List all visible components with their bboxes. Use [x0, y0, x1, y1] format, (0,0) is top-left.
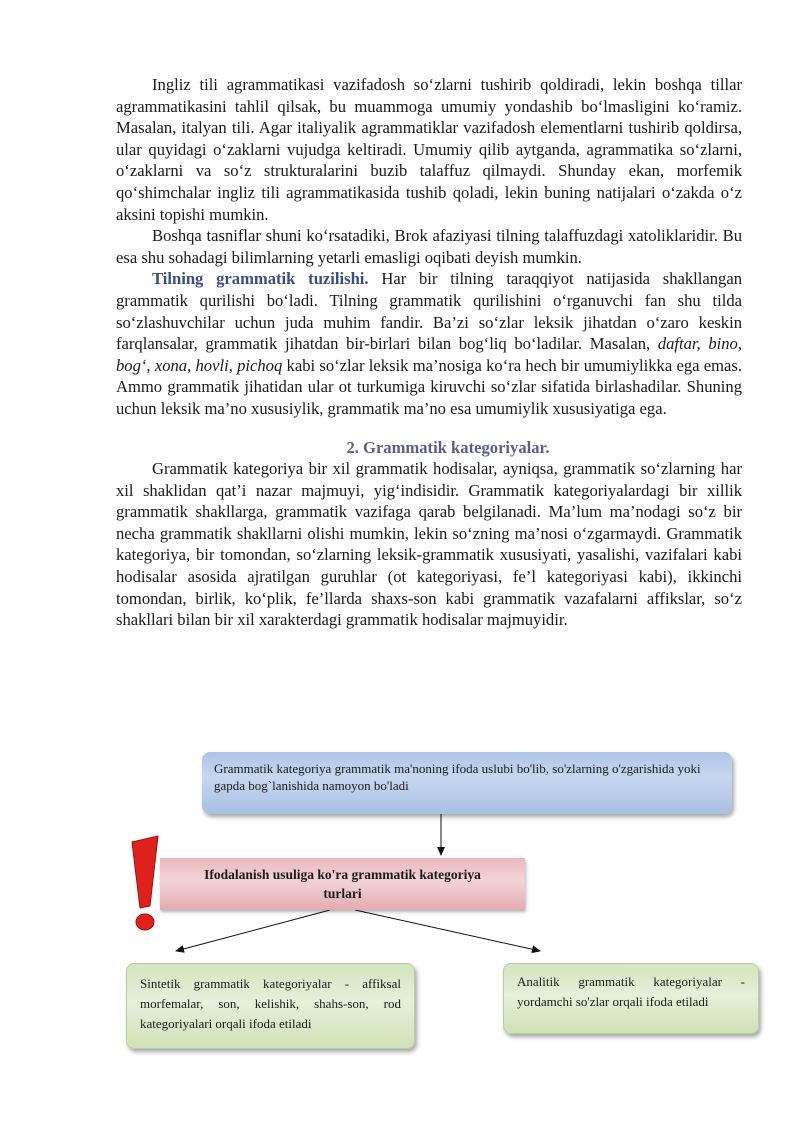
paragraph-3-examples: daftar, bino, bog‘, xona, hovli, pichoq	[116, 334, 742, 375]
paragraph-3	[116, 268, 742, 419]
synthetic-categories-box: Sintetik grammatik kategoriyalar - affiksal morfemalar, son, kelishik, shahs-son, rod kategoriyalari orqali ifoda etiladi	[126, 963, 415, 1049]
section-title: 2. Grammatik kategoriyalar.	[346, 437, 550, 457]
arrow-middle-to-left	[176, 910, 330, 951]
paragraph-2: Boshqa tasniflar shuni ko‘rsatadiki, Brok afaziyasi tilning talaffuzdagi xatoliklaridir. Bu esa shu sohadagi bilimlarning yetarli emasligi oqibati deyish mumkin.	[116, 226, 742, 267]
arrow-middle-to-right	[355, 910, 540, 951]
exclamation-mark-icon	[132, 836, 158, 930]
classification-box: Ifodalanish usuliga ko'ra grammatik kategoriya turlari	[160, 858, 525, 910]
definition-box: Grammatik kategoriya grammatik ma'noning ifoda uslubi bo'lib, so'zlarning o'zgarishida yoki gapda bog`lanishida namoyon bo'ladi	[202, 752, 732, 814]
run-in-heading: Tilning grammatik tuzilishi.	[152, 269, 369, 289]
paragraph-3-text-a: Har bir tilning taraqqiyot natijasida shakllangan grammatik qurilishi bo‘ladi. Tilning grammatik qurilishini o‘rganuvchi fan shu tilda so‘zlashuvchilar uchun juda muhim fandir. Ba’zi so‘zlar leksik jihatdan o‘zaro keskin farqlansalar, grammatik jihatdan bir-birlari bilan bog‘liq bo‘ladilar. Masalan,	[116, 269, 743, 354]
paragraph-3-text-b: kabi so‘zlar leksik ma’nosiga ko‘ra hech bir umumiylikka ega emas. Ammo grammatik jihatidan ular ot turkumiga kiruvchi so‘zlar sifatida birlashadilar. Shuning uchun leksik ma’no xususiylik, grammatik ma’no esa umumiylik xususiyatiga ega.	[116, 355, 742, 418]
document-body	[116, 74, 742, 631]
analytic-categories-box: Analitik grammatik kategoriyalar - yordamchi so'zlar orqali ifoda etiladi	[503, 963, 759, 1034]
paragraph-4: Grammatik kategoriya bir xil grammatik hodisalar, ayniqsa, grammatik so‘zlarning har xil shaklidan qat’i nazar majmuyi, yig‘indisidir. Grammatik kategoriyalardagi bir xillik grammatik shakllarga, grammatik vazifaga qarab belgilanadi. Ma’lum ma’nodagi so‘z bir necha grammatik shakllarni olishi mumkin, lekin so‘zning ma’nosi o‘zgarmaydi. Grammatik kategoriya, bir tomondan, so‘zlarning leksik-grammatik xususiyati, yasalishi, vazifalari kabi hodisalar asosida ajratilgan guruhlar (ot kategoriyasi, fe’l kategoriyasi kabi), ikkinchi tomondan, birlik, ko‘plik, fe’llarda shaxs-son kabi grammatik vazafalarni affikslar, so‘z shakllari bilan bir xil xarakterdagi grammatik hodisalar majmuyidir.	[116, 459, 742, 630]
paragraph-1: Ingliz tili agrammatikasi vazifadosh so‘zlarni tushirib qoldiradi, lekin boshqa tillar agrammatikasini tahlil qilsak, bu muammoga umumiy yondashib bo‘lmasligini ko‘ramiz. Masalan, italyan tili. Agar italiyalik agrammatiklar vazifadosh elementlarni tushirib qoldirsa, ular quyidagi o‘zaklarni vujudga keltiradi. Umumiy qilib aytganda, agrammatika so‘zlarni, o‘zaklarni va so‘z strukturalarini buzib talaffuz qilmaydi. Shunday ekan, morfemik qo‘shimchalar ingliz tili agrammatikasida tushib qoladi, lekin buning natijalari o‘zakda o‘z aksini topishi mumkin.	[116, 75, 742, 224]
